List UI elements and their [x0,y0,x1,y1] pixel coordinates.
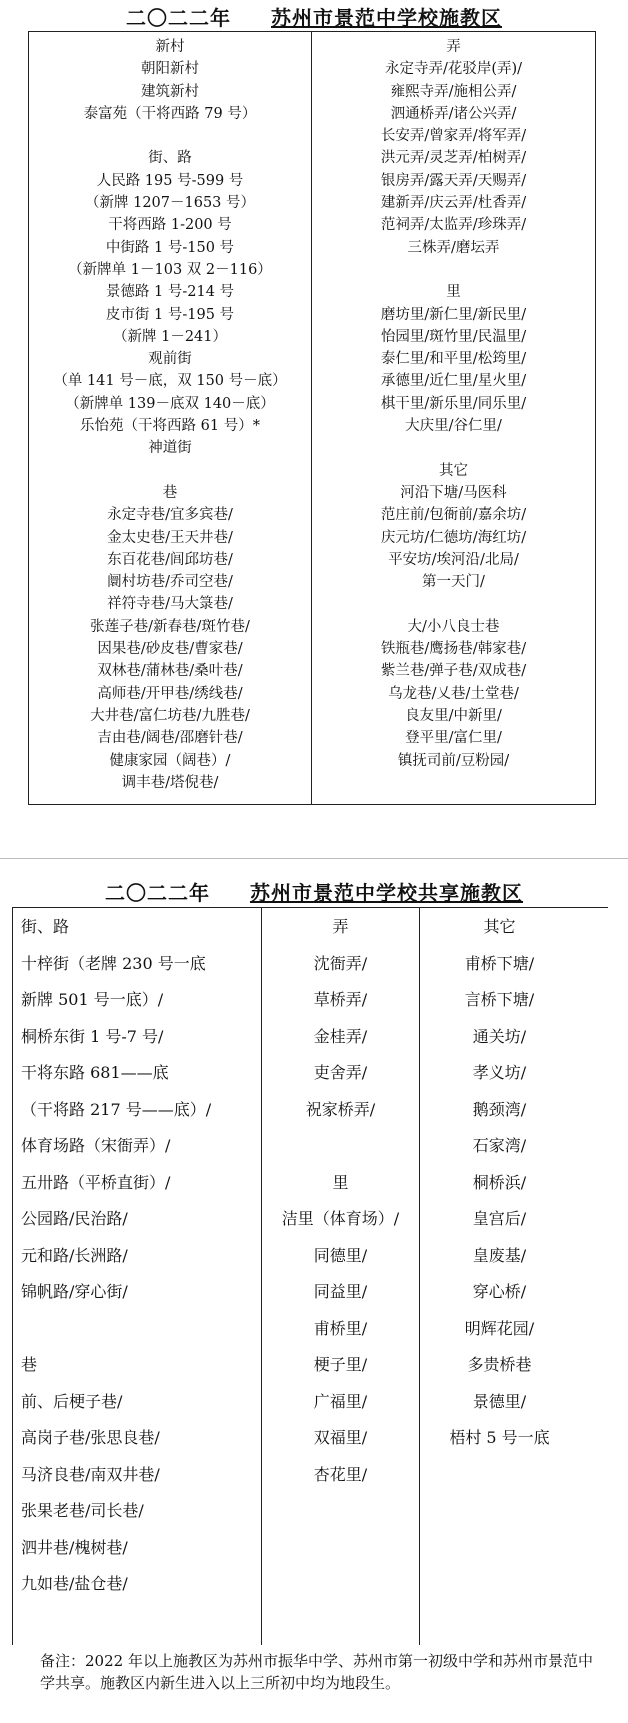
list-item: 乐怡苑（干将西路 61 号）* [80,418,260,435]
category-heading: 弄 [446,39,461,55]
list-item: 庆元坊/仁德坊/海红坊/ [380,529,527,546]
list-item: 泗通桥弄/诸公兴弄/ [390,105,517,122]
list-item: 永定寺弄/花驳岸(弄)/ [384,61,523,78]
blank-line [312,259,595,281]
list-item: （干将路 217 号——底）/ [21,1099,212,1119]
list-item: 前、后梗子巷/ [21,1391,123,1411]
list-item: 大井巷/富仁坊巷/九胜巷/ [90,707,250,724]
list-item: 五卅路（平桥直街）/ [21,1172,171,1192]
category-heading: 其它 [439,462,468,479]
list-item: 洪元弄/灵芝弄/柏树弄/ [380,150,527,167]
list-item: 人民路 195 号-599 号 [96,172,244,189]
list-item: 健康家园（阔巷）/ [109,752,231,769]
list-item: 元和路/长洲路/ [21,1245,128,1265]
list-item: 泰仁里/和平里/松筠里/ [380,351,527,368]
list-item: 磨坊里/新仁里/新民里/ [380,306,527,323]
list-item: 紫兰巷/弹子巷/双成巷/ [380,663,527,680]
list-item: 平安坊/埃河沿/北局/ [388,551,519,568]
list-item: 景德路 1 号-214 号 [105,284,235,301]
list-item: 祝家桥弄/ [305,1099,376,1119]
list-item: 雍熙寺弄/施相公弄/ [390,83,517,100]
list-item: 杏花里/ [313,1464,368,1484]
list-item: 第一天门/ [422,574,485,591]
list-item: 九如巷/盐仓巷/ [21,1574,128,1593]
list-item: 良友里/中新里/ [405,707,502,724]
list-item: 范祠弄/太监弄/珍珠弄/ [380,217,527,234]
section2-col-streets [13,908,261,1645]
list-item: 通关坊/ [472,1026,527,1046]
section1-right-column [312,32,595,804]
category-heading: 巷 [162,484,178,501]
list-item: 乌龙巷/乂巷/土堂巷/ [388,685,519,702]
list-item: 镇抚司前/豆粉园/ [397,752,510,769]
list-item: （新牌单 139－底双 140－底） [65,395,275,412]
blank-line [312,593,595,615]
section2-lanes-list [262,909,419,1493]
section2-title-text: 苏州市景范中学校共享施教区 [250,883,523,905]
list-item: 因果巷/砂皮巷/曹家巷/ [97,641,243,658]
section2-col-other [420,908,609,1645]
list-item: 吏舍弄/ [313,1063,368,1082]
list-item: 棋干里/新乐里/同乐里/ [380,395,527,412]
list-item: 洁里（体育场）/ [281,1209,400,1228]
list-item: 高师巷/开甲巷/绣线巷/ [97,685,243,702]
list-item: 干将东路 681——底 [21,1063,169,1082]
list-item: 建新弄/庆云弄/杜香弄/ [380,195,527,212]
blank-line [29,125,311,147]
list-item: 长安弄/曾家弄/将军弄/ [380,128,527,145]
section1-left-column [29,32,311,804]
section1-title-year: 二〇二二年 [126,8,231,30]
list-item: 穿心桥/ [472,1282,527,1301]
list-item: 十梓街（老牌 230 号一底 [21,953,206,973]
list-item: （新牌 1207－1653 号） [84,195,256,212]
list-item: 金太史巷/王天井巷/ [107,529,233,546]
list-item: 皇废基/ [472,1245,527,1265]
category-heading: 新村 [155,39,185,55]
blank-line [29,460,311,482]
list-item: 皇宫后/ [472,1209,527,1228]
list-item: 河沿下塘/马医科 [400,484,507,501]
section2-title [0,877,628,906]
section2-other-list [420,909,579,1457]
blank-line [262,1128,419,1165]
list-item: 干将西路 1-200 号 [108,217,232,234]
list-item: 同德里/ [313,1245,368,1265]
list-item: 体育场路（宋衙弄）/ [21,1136,171,1155]
list-item: 朝阳新村 [141,61,199,78]
list-item: （新牌单 1－103 双 2－116） [68,261,272,278]
category-heading: 巷 [21,1355,38,1374]
blank-line [21,1311,261,1348]
list-item: 泰富苑（干将西路 79 号） [83,105,257,122]
list-item: 怡园里/斑竹里/民温里/ [380,328,527,345]
section2-title-year: 二〇二二年 [105,883,210,905]
category-heading: 街、路 [21,917,70,936]
list-item: 双林巷/蒲林巷/桑叶巷/ [97,663,243,680]
list-item: 中街路 1 号-150 号 [105,239,235,256]
list-item: 调丰巷/塔倪巷/ [121,774,219,791]
list-item: 高岗子巷/张思良巷/ [21,1428,160,1447]
list-item: 承德里/近仁里/星火里/ [380,373,527,390]
list-item: 锦帆路/穿心街/ [21,1282,128,1301]
list-item: 公园路/民治路/ [21,1209,128,1228]
category-heading: 弄 [332,917,349,936]
list-item: 神道街 [148,440,192,457]
list-item: 三株弄/磨坛弄 [407,239,500,256]
list-item: 建筑新村 [141,83,199,100]
list-item: 梗子里/ [313,1355,368,1374]
list-item: 金桂弄/ [313,1026,368,1046]
list-item: 明辉花园/ [464,1318,535,1338]
list-item: 观前街 [148,351,192,368]
list-item: 永定寺巷/宜多宾巷/ [107,507,233,524]
list-item: 张莲子巷/新春巷/斑竹巷/ [90,618,250,635]
list-item: 鹅颈湾/ [472,1099,527,1119]
list-item: （单 141 号－底，双 150 号－底） [53,373,287,390]
list-item: 甫桥里/ [313,1318,368,1338]
list-item: 同益里/ [313,1282,368,1301]
section1-title-text: 苏州市景范中学校施教区 [271,8,502,30]
list-item: 桐桥浜/ [472,1172,527,1192]
list-item: 皮市街 1 号-195 号 [105,306,235,323]
list-item: 登平里/富仁里/ [405,730,502,747]
category-heading: 里 [446,284,461,301]
list-item: 东百花巷/闾邱坊巷/ [107,551,233,568]
list-item: 桐桥东街 1 号-7 号/ [21,1026,164,1046]
list-item: 马济良巷/南双井巷/ [21,1464,160,1484]
category-heading: 街、路 [148,150,192,167]
category-heading: 其它 [483,917,516,936]
section-divider [0,858,628,859]
list-item: 孝义坊/ [472,1063,527,1082]
list-item: 多贵桥巷 [467,1355,532,1374]
list-item: 石家湾/ [472,1136,527,1155]
list-item: 银房弄/露天弄/天赐弄/ [380,172,527,189]
section1-title [0,2,628,31]
list-item: 吉由巷/阔巷/邵磨针巷/ [97,730,243,747]
list-item: 范庄前/包衙前/嘉余坊/ [380,507,527,524]
list-item: 阛村坊巷/乔司空巷/ [107,574,233,591]
list-item: 祥符寺巷/马大箓巷/ [107,596,233,613]
section1-table [28,31,596,805]
list-item: 草桥弄/ [313,990,368,1009]
list-item: 言桥下塘/ [464,990,535,1009]
blank-line [312,437,595,459]
section1-left-list [29,36,311,794]
list-item: 新牌 501 号一底）/ [21,990,164,1009]
section2-table [12,907,608,1645]
list-item: 沈衙弄/ [313,953,368,973]
list-item: 梧村 5 号一底 [449,1428,550,1447]
list-item: 广福里/ [313,1391,368,1411]
list-item: 铁瓶巷/鹰扬巷/韩家巷/ [380,641,527,658]
section2-streets-list [21,909,261,1603]
list-item: （新牌 1－241） [112,328,227,345]
section1-right-list [312,36,595,772]
list-item: 双福里/ [313,1428,368,1447]
footnote: 备注：2022 年以上施教区为苏州市振华中学、苏州市第一初级中学和苏州市景范中学共享。施教区内新生进入以上三所初中均为地段生。 [40,1652,593,1692]
list-item: 大庆里/谷仁里/ [405,418,502,435]
list-item: 张果老巷/司长巷/ [21,1501,144,1520]
list-item: 景德里/ [472,1391,527,1411]
list-item: 甫桥下塘/ [464,953,535,973]
list-item: 泗井巷/槐树巷/ [21,1537,128,1557]
section2-col-lanes [262,908,419,1645]
category-heading: 里 [332,1172,349,1192]
list-item: 大/小八良士巷 [407,618,500,635]
